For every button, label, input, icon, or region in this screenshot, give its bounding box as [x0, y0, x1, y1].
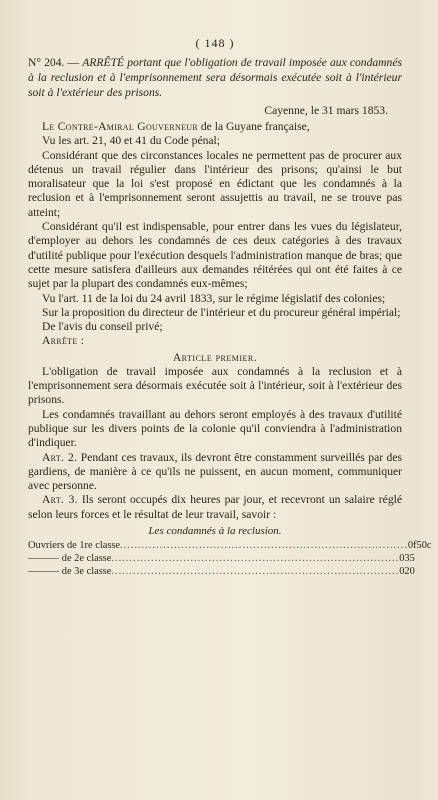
- small-caps-lead: Le Contre-Amiral Gouverneur: [42, 120, 198, 133]
- salary-francs: 0: [399, 566, 405, 578]
- salary-class-label: Ouvriers de 1re classe: [28, 540, 121, 552]
- salary-francs: 0: [399, 553, 405, 565]
- leader-dots: ................................................................................: [111, 566, 400, 578]
- article-title: Article premier.: [172, 350, 258, 364]
- salary-row: [28, 552, 415, 565]
- paragraph-text: Pendant ces travaux, ils devront être constamment surveillés par des gardiens, de manière à ce qu'ils ne puissent, en aucun moment, communiquer avec personne.: [28, 450, 402, 493]
- salary-class-label: ——— de 3e classe: [28, 566, 112, 578]
- paragraph: [28, 365, 402, 408]
- paragraph-text: De l'avis du conseil privé;: [42, 320, 163, 334]
- paragraph: [28, 408, 402, 451]
- paragraph: [28, 149, 402, 220]
- salary-table: [28, 539, 432, 578]
- small-caps-lead: Art. 2.: [42, 450, 78, 464]
- paragraph-text: Vu les art. 21, 40 et 41 du Code pénal;: [42, 134, 221, 148]
- salary-centimes: 20: [404, 566, 415, 578]
- preamble: [28, 120, 402, 334]
- paragraph: [28, 292, 402, 306]
- salary-table-heading: Les condamnés à la reclusion.: [148, 525, 282, 538]
- paragraph: [28, 120, 402, 134]
- salary-centimes: 50c: [416, 540, 432, 552]
- paragraph-text: Considérant que des circonstances locales ne permettent pas de procurer aux détenus un travail régulier dans l'intérieur des prisons; qu'ainsi le but moralisateur que la loi s'est proposé en édictant que les condamnés à la reclusion et à l'emprisonnement seront assujettis au travail, ne se trouve pas atteint;: [28, 148, 402, 219]
- small-caps-lead: Art. 3.: [42, 493, 78, 507]
- page-number: ( 148 ): [195, 36, 235, 50]
- salary-centimes: 35: [404, 553, 415, 565]
- decree-title: ARRÊTÉ portant que l'obligation de travail imposée aux condamnés à la reclusion et à l'emprisonnement sera désormais exécutée soit à l'intérieur soit à l'extérieur des prisons.: [28, 56, 402, 99]
- paragraph-text: Ils seront occupés dix heures par jour, et recevront un salaire réglé selon leurs forces et le résultat de leur travail, savoir :: [28, 493, 402, 521]
- dateline: Cayenne, le 31 mars 1853.: [264, 104, 388, 117]
- paragraph-text: Considérant qu'il est indispensable, pour entrer dans les vues du législateur, d'employer au dehors les condamnés de ces deux catégories à des travaux d'utilité publique pour l'exécution desquels l'administration manque de bras; que cette mesure satisfera d'ailleurs aux demandes réitérées qui ont été faites à ce sujet par la plupart des condamnés eux-mêmes;: [28, 220, 402, 291]
- salary-row: [28, 539, 432, 552]
- articles: [28, 365, 402, 522]
- paragraph-text: Vu l'art. 11 de la loi du 24 avril 1833, sur le régime législatif des colonies;: [42, 291, 386, 305]
- paragraph: [28, 451, 402, 494]
- paragraph: [28, 320, 402, 334]
- paragraph-text: Les condamnés travaillant au dehors seront employés à des travaux d'utilité publique sur les divers points de la colonie qu'il conviendra à l'administration d'indiquer.: [28, 407, 402, 450]
- paragraph: [28, 493, 402, 522]
- decree-number: N° 204. —: [28, 56, 80, 69]
- leader-dots: ................................................................................: [120, 540, 408, 552]
- paragraph: [28, 220, 402, 291]
- salary-francs: 0f: [407, 540, 417, 552]
- salary-row: [28, 565, 415, 578]
- paragraph: [28, 134, 402, 148]
- paragraph-text: L'obligation de travail imposée aux condamnés à la reclusion et à l'emprisonnement sera désormais exécutée soit à l'intérieur, soit à l'extérieur des prisons.: [28, 364, 402, 407]
- salary-class-label: ——— de 2e classe: [28, 553, 112, 565]
- decree-heading: [28, 55, 402, 100]
- arrete-label: Arrête :: [42, 334, 85, 348]
- leader-dots: ................................................................................: [111, 553, 400, 565]
- paragraph-text: Sur la proposition du directeur de l'intérieur et du procureur général impérial;: [42, 305, 401, 319]
- paragraph: [28, 306, 402, 320]
- paragraph-text: de la Guyane française,: [197, 120, 310, 133]
